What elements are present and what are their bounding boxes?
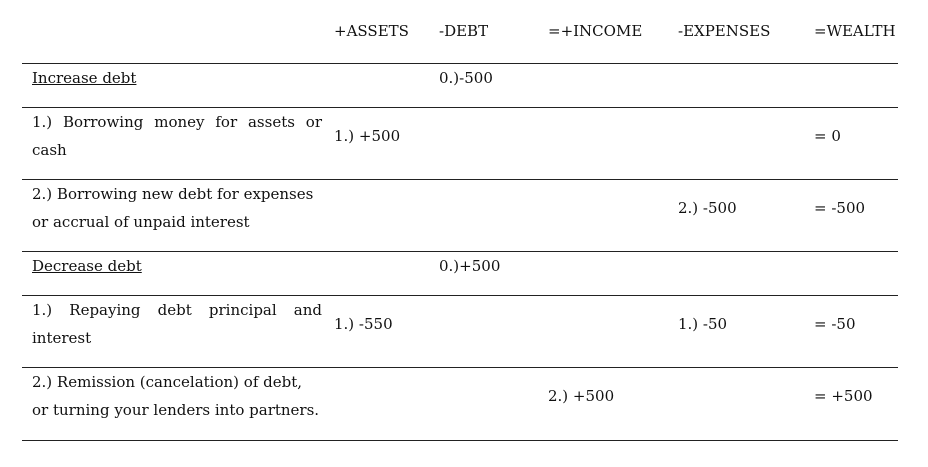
header-assets: +ASSETS xyxy=(334,22,409,40)
header-income: =+INCOME xyxy=(548,22,643,40)
table-row xyxy=(22,295,898,368)
cell-income: 2.) +500 xyxy=(548,387,615,405)
section-title-increase-debt: Increase debt xyxy=(32,69,137,87)
table-row xyxy=(22,107,898,180)
section-title-decrease-debt: Decrease debt xyxy=(32,257,142,275)
header-expenses: -EXPENSES xyxy=(678,22,771,40)
cell-expenses: 2.) -500 xyxy=(678,199,737,217)
cell-debt: 0.)+500 xyxy=(439,257,501,275)
cell-wealth: = 0 xyxy=(814,127,841,145)
cell-assets: 1.) -550 xyxy=(334,315,393,333)
header-debt: -DEBT xyxy=(439,22,489,40)
cell-expenses: 1.) -50 xyxy=(678,315,728,333)
cell-assets: 1.) +500 xyxy=(334,127,401,145)
table-row xyxy=(22,63,898,108)
row-description: 1.) Borrowing money for assets or cash xyxy=(32,113,322,159)
cell-debt: 0.)-500 xyxy=(439,69,493,87)
table-header xyxy=(0,22,928,44)
row-description: 2.) Borrowing new debt for expenses or accrual of unpaid interest xyxy=(32,185,314,231)
row-description: 2.) Remission (cancelation) of debt, or turning your lenders into partners. xyxy=(32,373,320,419)
row-description: 1.) Repaying debt principal and interest xyxy=(32,301,322,347)
table-row xyxy=(22,251,898,296)
table-bottom-rule xyxy=(22,440,898,441)
cell-wealth: = +500 xyxy=(814,387,873,405)
cell-wealth: = -500 xyxy=(814,199,866,217)
cell-wealth: = -50 xyxy=(814,315,856,333)
table-row xyxy=(22,367,898,440)
table-row xyxy=(22,179,898,252)
header-wealth: =WEALTH xyxy=(814,22,896,40)
